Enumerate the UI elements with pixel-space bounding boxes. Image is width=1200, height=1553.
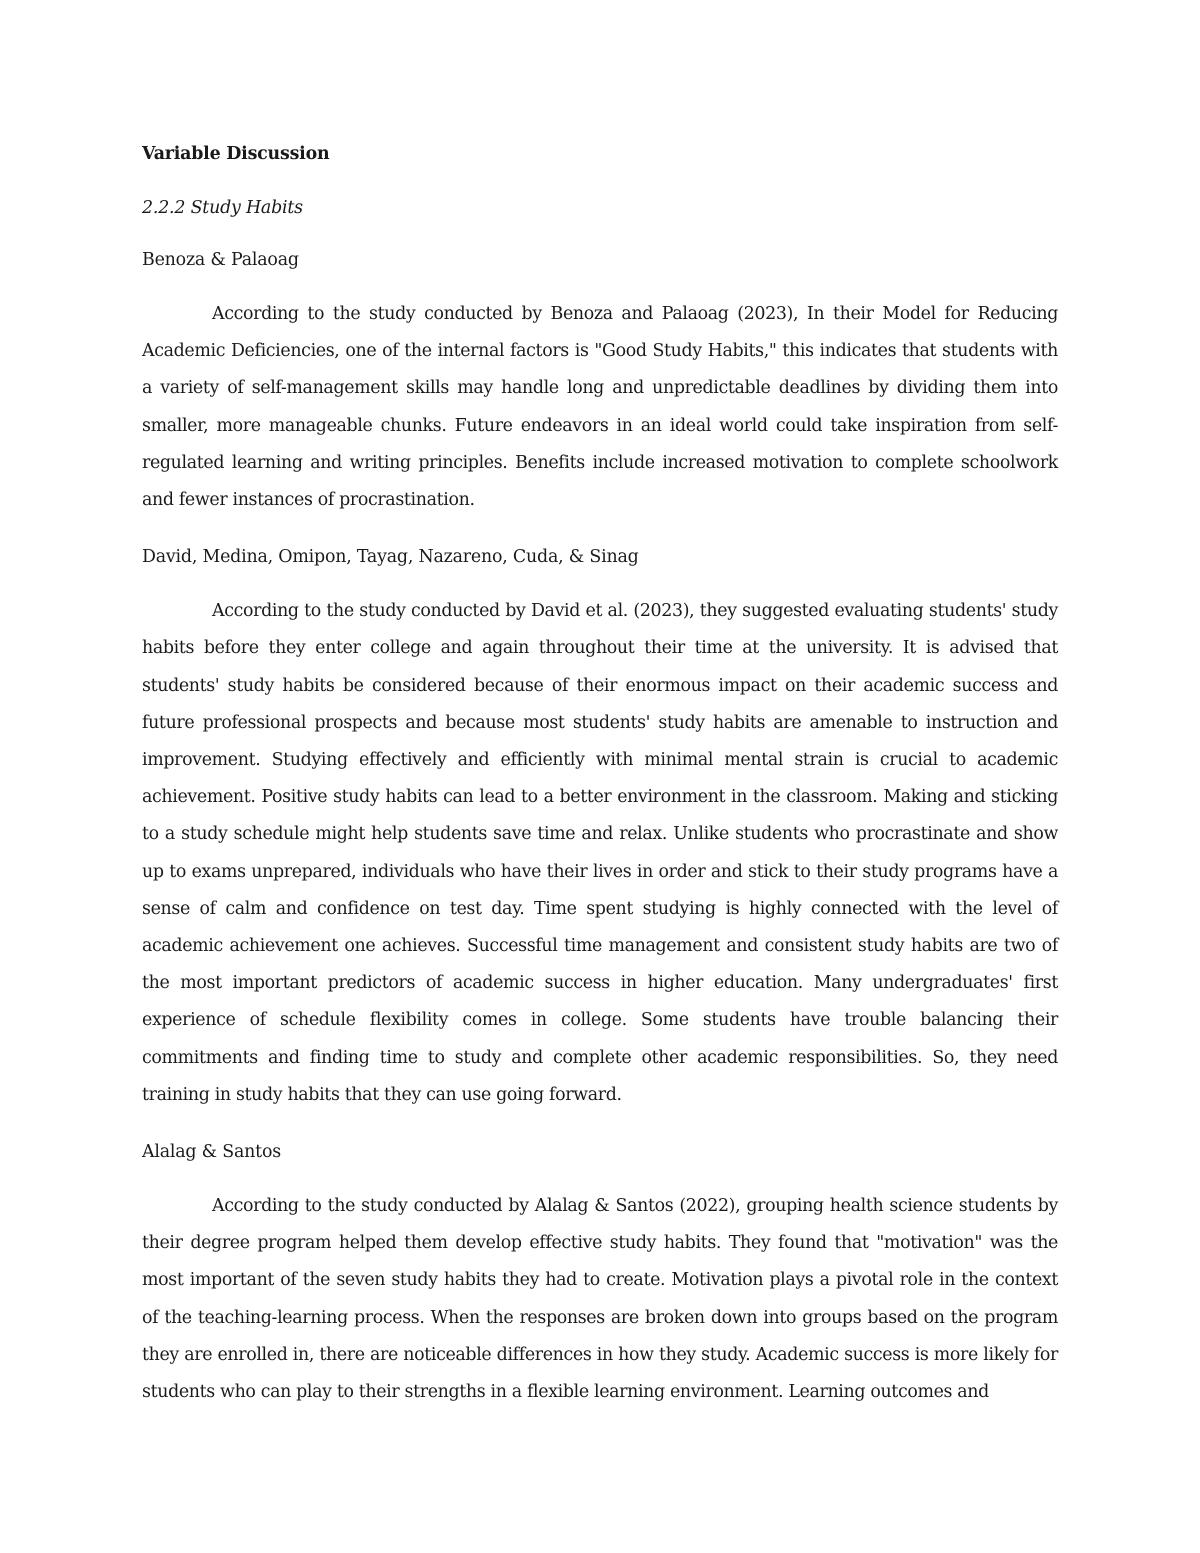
entry-paragraph-alalag-santos: According to the study conducted by Alalag & Santos (2022), grouping health science students by their degree program helped them develop effective study habits. They found that "motivation" was the most important of the seven study habits they had to create. Motivation plays a pivotal role in the context of the teaching-learning process. When the responses are broken down into groups based on the program they are enrolled in, there are noticeable differences in how they study. Academic success is more likely for students who can play to their strengths in a flexible learning environment. Learning outcomes and [142,1196,1058,1403]
entry-paragraph-david-et-al: According to the study conducted by David et al. (2023), they suggested evaluating students' study habits before they enter college and again throughout their time at the university. It is advised that students' study habits be considered because of their enormous impact on their academic success and future professional prospects and because most students' study habits are amenable to instruction and improvement. Studying effectively and efficiently with minimal mental strain is crucial to academic achievement. Positive study habits can lead to a better environment in the classroom. Making and sticking to a study schedule might help students save time and relax. Unlike students who procrastinate and show up to exams unprepared, individuals who have their lives in order and stick to their study programs have a sense of calm and confidence on test day. Time spent studying is highly connected with the level of academic achievement one achieves. Successful time management and consistent study habits are two of the most important predictors of academic success in higher education. Many undergraduates' first experience of schedule flexibility comes in college. Some students have trouble balancing their commitments and finding time to study and complete other academic responsibilities. So, they need training in study habits that they can use going forward. [142,601,1058,1105]
entry-authors-alalag-santos: Alalag & Santos [142,1142,281,1163]
document-body [142,140,1058,1411]
subsection-title: 2.2.2 Study Habits [142,198,303,218]
entry-authors-david-et-al: David, Medina, Omipon, Tayag, Nazareno, Cuda, & Sinag [142,547,639,568]
section-title: Variable Discussion [142,144,330,164]
entry-paragraph-benoza-palaoag: According to the study conducted by Benoza and Palaoag (2023), In their Model for Reducing Academic Deficiencies, one of the internal factors is "Good Study Habits," this indicates that students with a variety of self-management skills may handle long and unpredictable deadlines by dividing them into smaller, more manageable chunks. Future endeavors in an ideal world could take inspiration from self-regulated learning and writing principles. Benefits include increased motivation to complete schoolwork and fewer instances of procrastination. [142,304,1058,511]
entry-authors-benoza-palaoag: Benoza & Palaoag [142,250,299,270]
